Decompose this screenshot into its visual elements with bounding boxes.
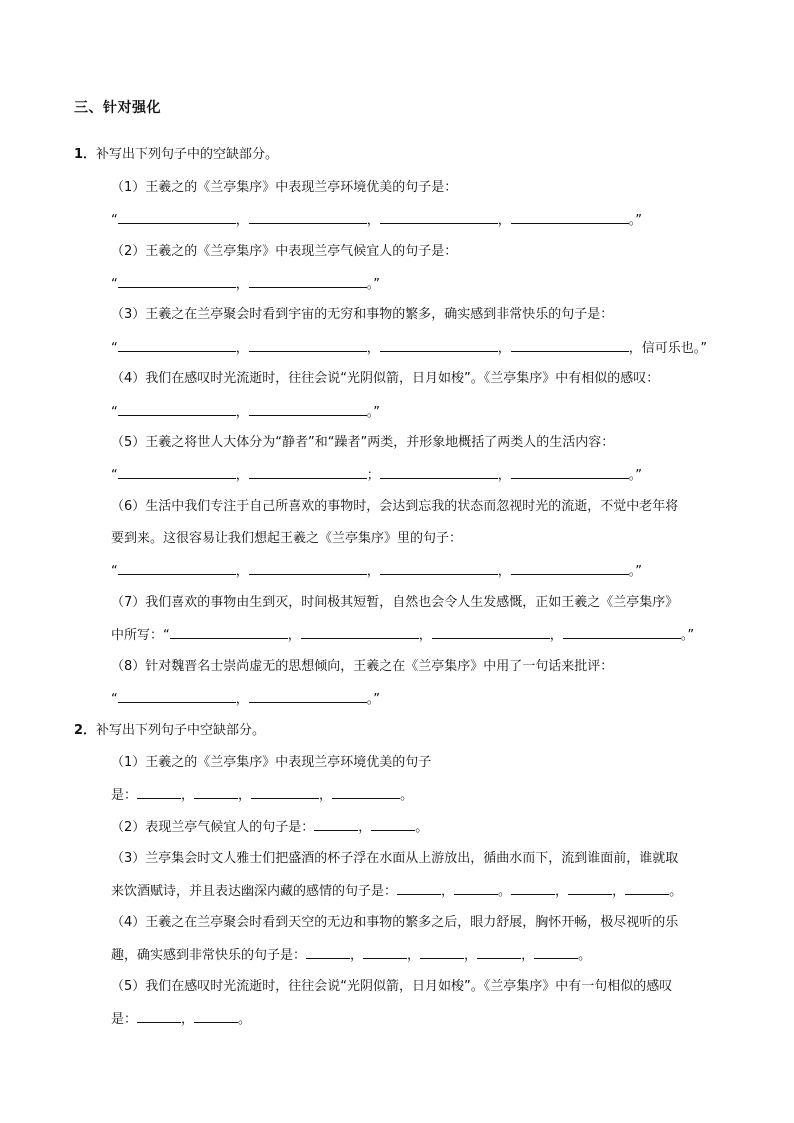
answer-blank[interactable] (454, 882, 498, 895)
q1-item-7-label: （7）我们喜欢的事物由生到灭，时间极其短暂，自然也会令人生发感慨，正如王羲之《兰亭集序》 (111, 595, 679, 610)
q1-item-6-label: （6）生活中我们专注于自己所喜欢的事物时，会达到忘我的状态而忽视时光的流逝，不觉中老年将 (111, 499, 679, 514)
answer-blank[interactable] (477, 946, 521, 959)
q1-item-6-label-cont: 要到来。这很容易让我们想起王羲之《兰亭集序》里的句子： (111, 531, 463, 546)
q2-item-5-answer: 是： ， 。 (111, 1012, 252, 1027)
answer-blank[interactable] (251, 786, 319, 799)
answer-blank[interactable] (563, 626, 681, 639)
question-stem: 补写出下列句子中的空缺部分。 (96, 147, 279, 162)
answer-blank[interactable] (363, 946, 407, 959)
section-title: 三、针对强化 (74, 100, 161, 116)
q2-item-3-label: （3）兰亭集会时文人雅士们把盛酒的杯子浮在水面从上游放出，循曲水而下，流到谁面前，谁就取 (111, 851, 679, 866)
answer-blank[interactable] (118, 562, 236, 575)
answer-blank[interactable] (534, 946, 578, 959)
answer-blank[interactable] (301, 626, 419, 639)
answer-blank[interactable] (249, 339, 367, 352)
answer-blank[interactable] (511, 211, 629, 224)
q1-item-4-answer: “ ， 。” (111, 405, 381, 420)
answer-blank[interactable] (511, 466, 629, 479)
q1-item-2-answer: “ ， 。” (111, 277, 381, 292)
answer-blank[interactable] (380, 466, 498, 479)
answer-blank[interactable] (380, 562, 498, 575)
answer-blank[interactable] (511, 339, 629, 352)
answer-blank[interactable] (249, 562, 367, 575)
answer-blank[interactable] (397, 882, 441, 895)
q1-item-1-label: （1）王羲之的《兰亭集序》中表现兰亭环境优美的句子是： (111, 180, 458, 195)
q2-item-5-label: （5）我们在感叹时光流逝时，往往会说“光阴似箭，日月如梭”。《兰亭集序》中有一句相似的感叹 (111, 979, 673, 994)
answer-blank[interactable] (371, 818, 415, 831)
answer-blank[interactable] (249, 466, 367, 479)
q2-item-4-label: （4）王羲之在兰亭聚会时看到天空的无边和事物的繁多之后，眼力舒展，胸怀开畅，极尽视听的乐 (111, 915, 679, 930)
q2-item-1-answer: 是： ， ， ， 。 (111, 788, 414, 803)
answer-blank[interactable] (380, 339, 498, 352)
answer-blank[interactable] (314, 818, 358, 831)
q1-item-3-answer: “ ， ， ， ，信可乐也。” (111, 341, 708, 356)
q2-item-4-answer: 趣，确实感到非常快乐的句子是： ， ， ， ， 。 (111, 948, 592, 963)
answer-blank[interactable] (137, 786, 181, 799)
q2-item-2: （2）表现兰亭气候宜人的句子是： ， 。 (111, 820, 429, 835)
q1-item-5-answer: “ ， ； ， 。” (111, 468, 643, 483)
question-stem: 补写出下列句子中空缺部分。 (96, 723, 266, 738)
answer-blank[interactable] (332, 786, 400, 799)
q1-item-8-label: （8）针对魏晋名士崇尚虚无的思想倾向，王羲之在《兰亭集序》中用了一句话来批评： (111, 659, 614, 674)
answer-blank[interactable] (118, 211, 236, 224)
q1-item-7-answer: 中所写：“ ， ， ， 。” (111, 628, 695, 643)
q1-item-1-answer: “ ， ， ， 。” (111, 213, 643, 228)
answer-blank[interactable] (170, 626, 288, 639)
answer-blank[interactable] (249, 211, 367, 224)
question-1-stem (74, 146, 278, 164)
answer-blank[interactable] (249, 690, 367, 703)
q1-item-8-answer: “ ， 。” (111, 692, 381, 707)
question-number: 1． (74, 147, 97, 162)
quote-open: “ (111, 213, 118, 228)
answer-blank[interactable] (118, 466, 236, 479)
answer-blank[interactable] (249, 275, 367, 288)
answer-blank[interactable] (420, 946, 464, 959)
answer-blank[interactable] (137, 1010, 181, 1023)
answer-blank[interactable] (194, 786, 238, 799)
answer-blank[interactable] (511, 562, 629, 575)
q1-item-6-answer: “ ， ， ， 。” (111, 564, 643, 579)
answer-blank[interactable] (306, 946, 350, 959)
answer-blank[interactable] (194, 1010, 238, 1023)
answer-blank[interactable] (625, 882, 669, 895)
q1-item-3-label: （3）王羲之在兰亭聚会时看到宇宙的无穷和事物的繁多，确实感到非常快乐的句子是： (111, 307, 614, 322)
answer-blank[interactable] (568, 882, 612, 895)
q2-item-3-answer: 来饮酒赋诗，并且表达幽深内藏的感情的句子是： ， 。 ， ， 。 (111, 884, 683, 899)
q1-item-4-label: （4）我们在感叹时光流逝时，往往会说“光阴似箭，日月如梭”。《兰亭集序》中有相似的感叹： (111, 371, 660, 386)
question-2-stem (74, 722, 265, 740)
answer-blank[interactable] (380, 211, 498, 224)
answer-blank[interactable] (118, 339, 236, 352)
q1-item-5-label: （5）王羲之将世人大体分为“静者”和“躁者”两类，并形象地概括了两类人的生活内容： (111, 435, 615, 450)
q2-item-1-label: （1）王羲之的《兰亭集序》中表现兰亭环境优美的句子 (111, 755, 432, 770)
answer-blank[interactable] (432, 626, 550, 639)
answer-blank[interactable] (118, 690, 236, 703)
q1-item-2-label: （2）王羲之的《兰亭集序》中表现兰亭气候宜人的句子是： (111, 244, 458, 259)
answer-blank[interactable] (249, 403, 367, 416)
answer-blank[interactable] (118, 275, 236, 288)
answer-blank[interactable] (118, 403, 236, 416)
answer-blank[interactable] (511, 882, 555, 895)
question-number: 2． (74, 723, 97, 738)
